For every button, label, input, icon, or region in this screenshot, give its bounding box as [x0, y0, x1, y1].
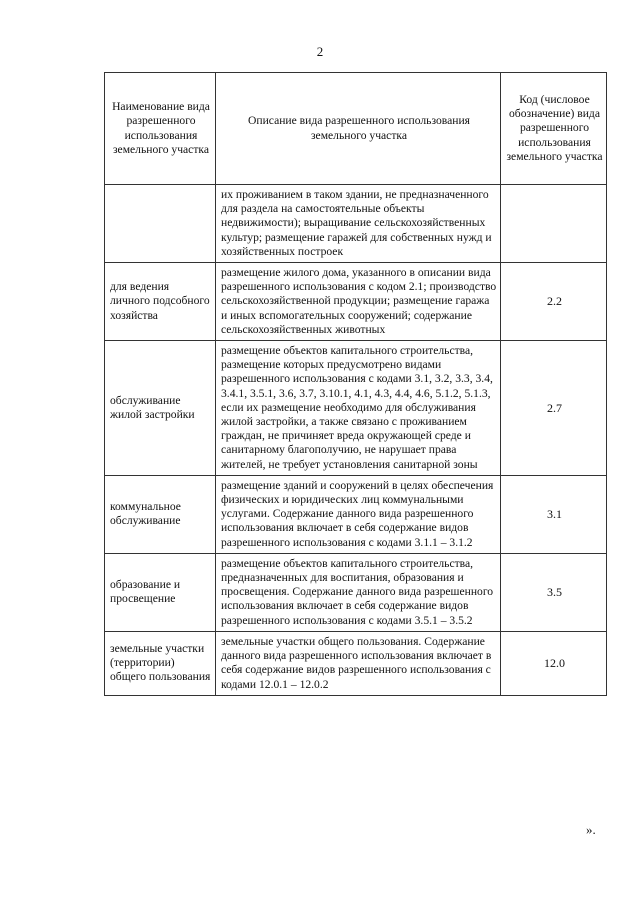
header-name: Наименование вида разрешенного использования земельного участка — [105, 73, 216, 185]
row-name: для ведения личного подсобного хозяйства — [105, 263, 216, 341]
header-code: Код (числовое обозначение) вида разрешенного использования земельного участка — [501, 73, 607, 185]
table-header-row — [105, 73, 607, 185]
table-row — [105, 475, 607, 553]
row-code: 12.0 — [501, 631, 607, 695]
row-code: 3.1 — [501, 475, 607, 553]
row-description: земельные участки общего пользования. Содержание данного вида разрешенного использования включает в себя содержание видов разрешенного использования с кодами 12.0.1 – 12.0.2 — [216, 631, 501, 695]
row-name: обслуживание жилой застройки — [105, 341, 216, 476]
land-use-table — [104, 72, 607, 696]
row-description: размещение жилого дома, указанного в описании вида разрешенного использования с кодом 2.1; производство сельскохозяйственной продукции; размещение гаража и иных вспомогательных сооружений; содержание сельскохозяйственных животных — [216, 263, 501, 341]
page-number: 2 — [316, 44, 324, 59]
row-code: 3.5 — [501, 553, 607, 631]
row-name — [105, 185, 216, 263]
header-description: Описание вида разрешенного использования земельного участка — [216, 73, 501, 185]
row-code — [501, 185, 607, 263]
table-row — [105, 553, 607, 631]
row-description: размещение объектов капитального строительства, размещение которых предусмотрено видами разрешенного использования с кодами 3.1, 3.2, 3.3, 3.4, 3.4.1, 3.5.1, 3.6, 3.7, 3.10.1, 4.1, 4.3, 4.4, 4.6, 5.1.2, 5.1.3, если их размещение необходимо для обслуживания жилой застройки, а также связано с проживанием граждан, не причиняет вреда окружающей среде и санитарному благополучию, не нарушает права жителей, не требует установления санитарной зоны — [216, 341, 501, 476]
table-row — [105, 631, 607, 695]
closing-quote-mark: ». — [586, 822, 596, 837]
row-name: коммунальное обслуживание — [105, 475, 216, 553]
row-name: образование и просвещение — [105, 553, 216, 631]
row-description: размещение объектов капитального строительства, предназначенных для воспитания, образования и просвещения. Содержание данного вида разрешенного использования включает в себя содержание видов разрешенного использования с кодами 3.5.1 – 3.5.2 — [216, 553, 501, 631]
table-row — [105, 341, 607, 476]
row-code: 2.7 — [501, 341, 607, 476]
table-row — [105, 185, 607, 263]
row-name: земельные участки (территории) общего пользования — [105, 631, 216, 695]
row-description: их проживанием в таком здании, не предназначенного для раздела на самостоятельные объекты недвижимости); выращивание сельскохозяйственных культур; размещение гаражей для собственных нужд и хозяйственных построек — [216, 185, 501, 263]
row-description: размещение зданий и сооружений в целях обеспечения физических и юридических лиц коммунальными услугами. Содержание данного вида разрешенного использования включает в себя содержание видов разрешенного использования с кодами 3.1.1 – 3.1.2 — [216, 475, 501, 553]
row-code: 2.2 — [501, 263, 607, 341]
table-row — [105, 263, 607, 341]
